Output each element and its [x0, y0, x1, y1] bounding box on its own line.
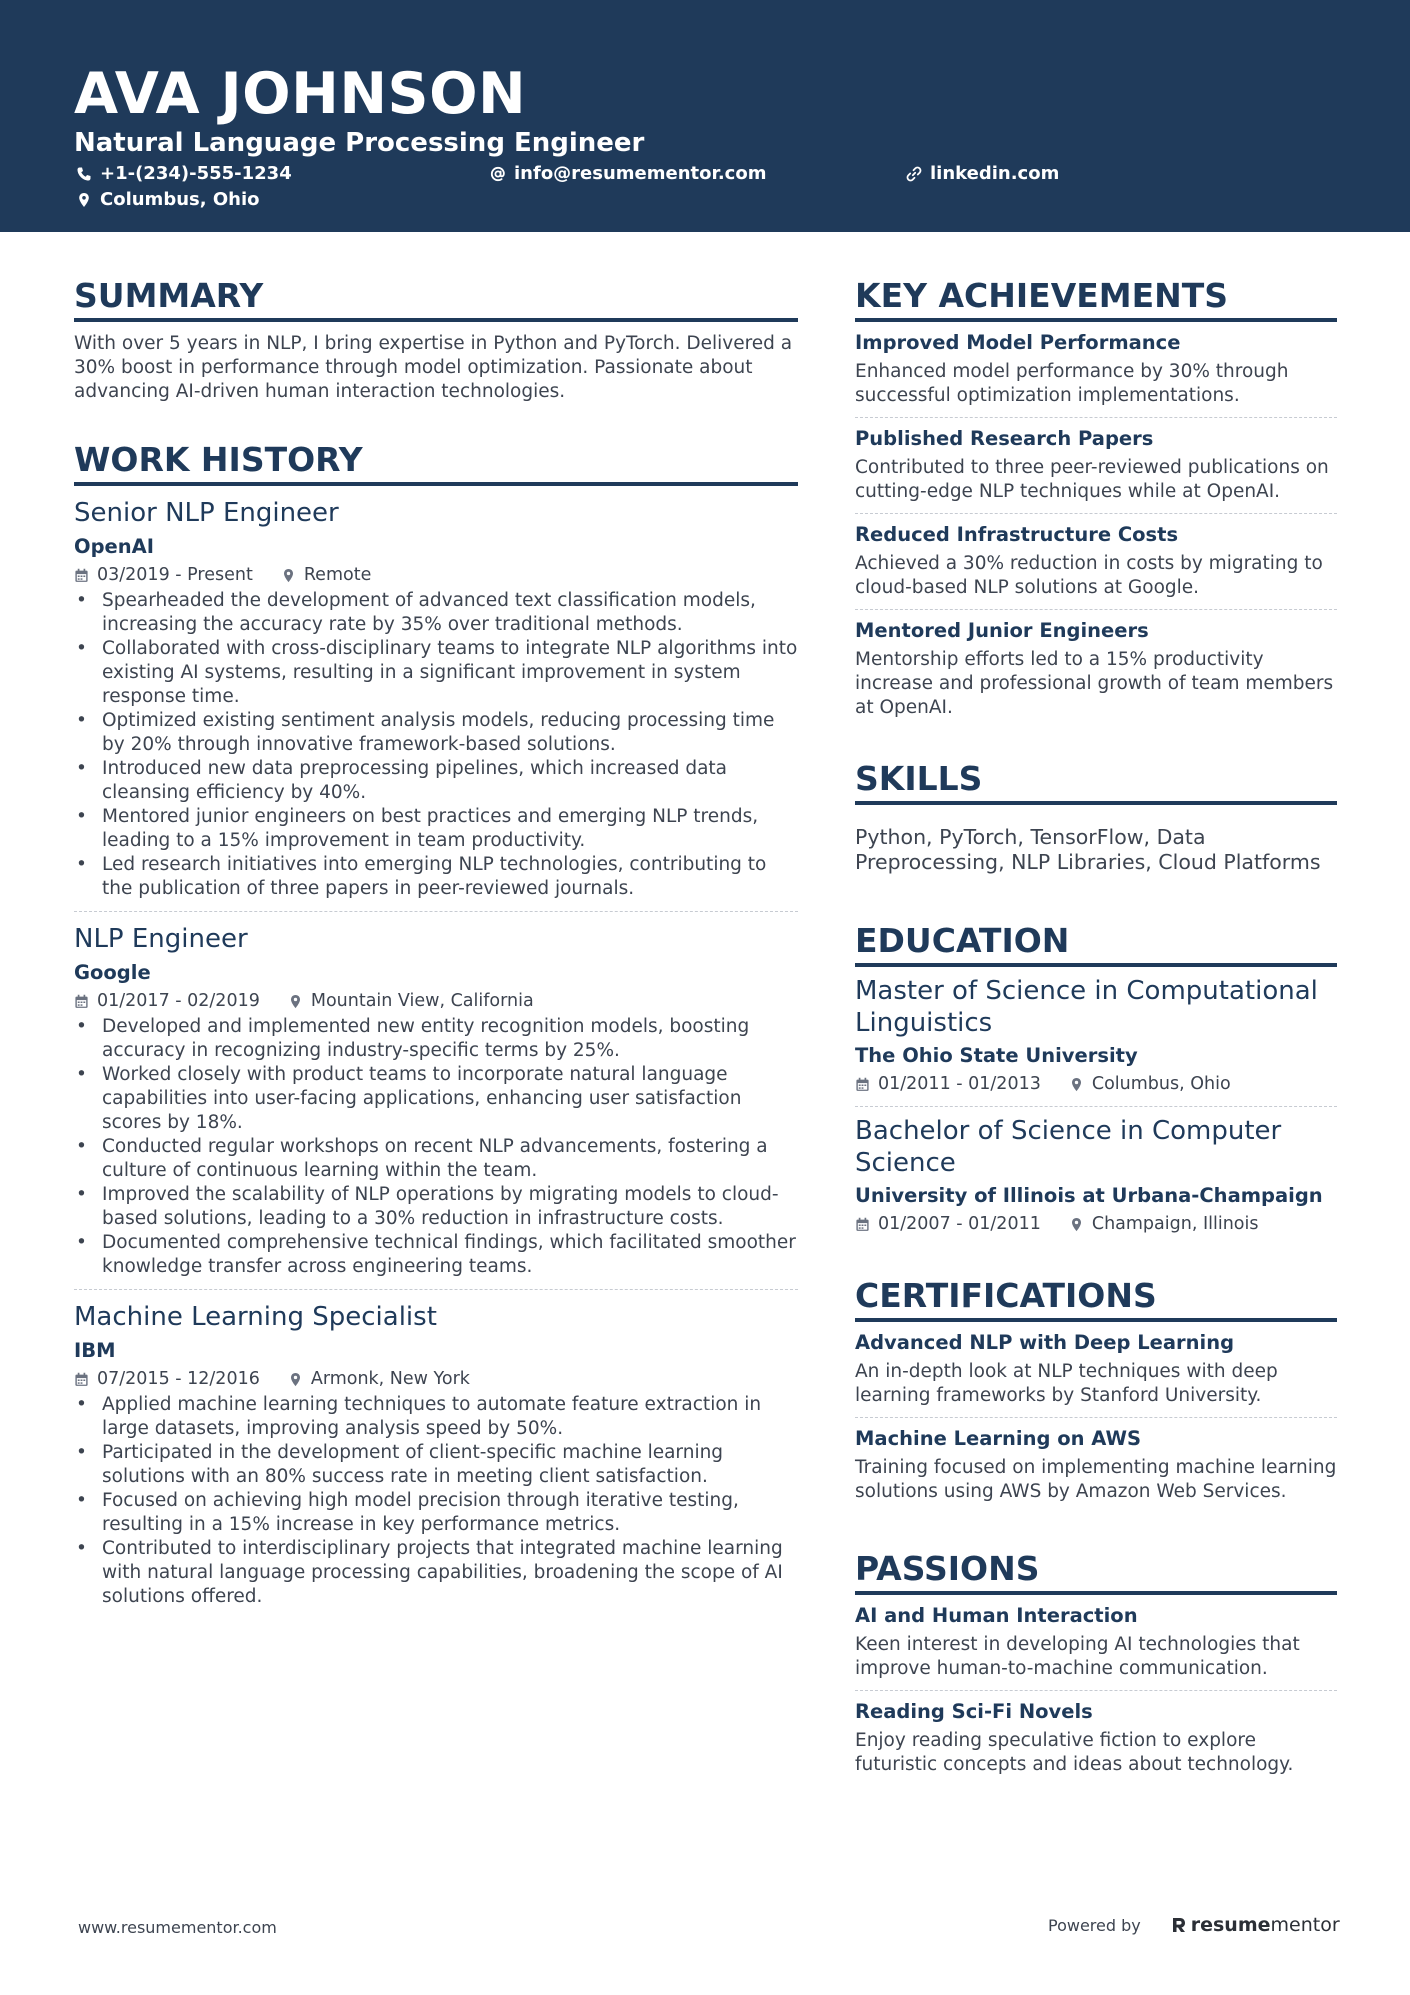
achievement-title: Reduced Infrastructure Costs — [855, 523, 1179, 546]
certification-desc: Training focused on implementing machine learning solutions using AWS by Amazon Web Services. — [855, 1457, 1337, 1502]
job-meta — [74, 989, 798, 1013]
job-bullet: • Optimized existing sentiment analysis models, reducing processing time by 20% through innovative framework-based solutions. — [74, 709, 798, 757]
education-item — [855, 967, 1337, 1107]
passions-section — [855, 1549, 1337, 1786]
passion-title: Reading Sci-Fi Novels — [855, 1700, 1093, 1723]
company-name: IBM — [74, 1339, 116, 1362]
certification-title: Advanced NLP with Deep Learning — [855, 1331, 1235, 1354]
contact-phone — [76, 162, 292, 186]
phone-icon — [76, 166, 92, 182]
footer-branding — [1048, 1914, 1340, 1936]
job-bullet: • Improved the scalability of NLP operations by migrating models to cloud-based solutions, leading to a 30% reduction in infrastructure costs. — [74, 1183, 798, 1231]
achievement-title: Improved Model Performance — [855, 331, 1181, 354]
achievement-desc: Contributed to three peer-reviewed publications on cutting-edge NLP techniques while at OpenAI. — [855, 457, 1329, 502]
job-meta — [74, 1367, 798, 1391]
certification-title: Machine Learning on AWS — [855, 1427, 1142, 1450]
location-text: Columbus, Ohio — [100, 189, 260, 210]
resumementor-logo-icon — [1171, 1916, 1187, 1934]
brand-name-light: mentor — [1270, 1914, 1340, 1936]
job-entry — [74, 922, 798, 1290]
work-history-heading: WORK HISTORY — [74, 440, 798, 486]
brand-logo[interactable] — [1171, 1914, 1340, 1936]
job-location: Remote — [303, 565, 372, 585]
job-bullets — [74, 1393, 798, 1609]
education-section — [855, 921, 1337, 1246]
job-meta — [74, 563, 798, 587]
job-bullet: • Worked closely with product teams to incorporate natural language capabilities into user-facing applications, enhancing user satisfaction scores by 18%. — [74, 1063, 798, 1135]
education-item — [855, 1107, 1337, 1246]
calendar-icon — [855, 1217, 870, 1232]
job-location: Armonk, New York — [310, 1369, 470, 1389]
summary-text: With over 5 years in NLP, I bring expertise in Python and PyTorch. Delivered a 30% boost in performance through model optimization. Passionate about advancing AI-driven human interaction technologies. — [74, 333, 793, 402]
contact-location — [76, 188, 260, 212]
map-pin-icon — [76, 192, 92, 208]
job-bullet: • Led research initiatives into emerging NLP technologies, contributing to the publication of three papers in peer-reviewed journals. — [74, 853, 798, 901]
map-pin-icon — [288, 1372, 303, 1387]
job-entry — [74, 1300, 798, 1619]
achievement-title: Mentored Junior Engineers — [855, 619, 1149, 642]
contact-website[interactable] — [906, 162, 1059, 186]
passion-desc: Enjoy reading speculative fiction to explore futuristic concepts and ideas about technology. — [855, 1730, 1294, 1775]
passion-item — [855, 1691, 1337, 1786]
degree-title: Master of Science in Computational Linguistics — [855, 976, 1318, 1038]
summary-heading: SUMMARY — [74, 276, 798, 322]
achievement-desc: Mentorship efforts led to a 15% productivity increase and professional growth of team members at OpenAI. — [855, 649, 1334, 718]
company-name: Google — [74, 961, 151, 984]
brand-name-bold: resume — [1190, 1914, 1271, 1936]
certification-desc: An in-depth look at NLP techniques with deep learning frameworks by Stanford University. — [855, 1361, 1278, 1406]
powered-by-text: Powered by — [1048, 1915, 1141, 1935]
education-location: Champaign, Illinois — [1091, 1214, 1259, 1234]
job-bullets — [74, 589, 798, 901]
map-pin-icon — [1069, 1077, 1084, 1092]
job-title: Machine Learning Specialist — [74, 1302, 437, 1332]
achievements-section — [855, 276, 1337, 729]
job-bullet: • Documented comprehensive technical findings, which facilitated smoother knowledge transfer across engineering teams. — [74, 1231, 798, 1279]
job-title: Senior NLP Engineer — [74, 498, 339, 528]
calendar-icon — [74, 568, 89, 583]
certification-item — [855, 1322, 1337, 1418]
passions-heading: PASSIONS — [855, 1549, 1337, 1595]
achievement-title: Published Research Papers — [855, 427, 1154, 450]
passion-desc: Keen interest in developing AI technologies that improve human-to-machine communication. — [855, 1634, 1300, 1679]
achievement-item — [855, 418, 1337, 514]
company-name: OpenAI — [74, 535, 154, 558]
passion-item — [855, 1595, 1337, 1691]
skills-section — [855, 759, 1337, 875]
email-text[interactable]: info@resumementor.com — [514, 163, 767, 184]
school-name: University of Illinois at Urbana-Champaign — [855, 1184, 1323, 1207]
job-bullet: • Contributed to interdisciplinary projects that integrated machine learning with natural language processing capabilities, broadening the scope of AI solutions offered. — [74, 1537, 798, 1609]
achievement-desc: Achieved a 30% reduction in costs by migrating to cloud-based NLP solutions at Google. — [855, 553, 1323, 598]
candidate-name: AVA JOHNSON — [74, 61, 527, 127]
calendar-icon — [74, 1372, 89, 1387]
job-bullet: • Collaborated with cross-disciplinary teams to integrate NLP algorithms into existing AI systems, resulting in a significant improvement in system response time. — [74, 637, 798, 709]
certifications-heading: CERTIFICATIONS — [855, 1276, 1337, 1322]
achievement-desc: Enhanced model performance by 30% through successful optimization implementations. — [855, 361, 1289, 406]
link-icon — [906, 166, 922, 182]
job-bullet: • Developed and implemented new entity recognition models, boosting accuracy in recognizing industry-specific terms by 25%. — [74, 1015, 798, 1063]
phone-text: +1-(234)-555-1234 — [100, 163, 292, 184]
job-dates: 01/2017 - 02/2019 — [97, 991, 260, 1011]
achievement-item — [855, 322, 1337, 418]
skills-text: Python, PyTorch, TensorFlow, Data Preprocessing, NLP Libraries, Cloud Platforms — [855, 825, 1321, 874]
map-pin-icon — [1069, 1217, 1084, 1232]
map-pin-icon — [281, 568, 296, 583]
education-meta — [855, 1072, 1337, 1096]
education-location: Columbus, Ohio — [1091, 1074, 1231, 1094]
job-entry — [74, 496, 798, 912]
footer-website[interactable]: www.resumementor.com — [78, 1918, 277, 1937]
resume-header — [0, 0, 1410, 232]
job-bullet: • Applied machine learning techniques to automate feature extraction in large datasets, improving analysis speed by 50%. — [74, 1393, 798, 1441]
education-heading: EDUCATION — [855, 921, 1337, 967]
job-bullet: • Introduced new data preprocessing pipelines, which increased data cleansing efficiency by 40%. — [74, 757, 798, 805]
website-text[interactable]: linkedin.com — [930, 163, 1060, 184]
work-history-section — [74, 440, 798, 1619]
passion-title: AI and Human Interaction — [855, 1604, 1138, 1627]
job-dates: 03/2019 - Present — [97, 565, 253, 585]
job-bullet: • Mentored junior engineers on best practices and emerging NLP trends, leading to a 15% improvement in team productivity. — [74, 805, 798, 853]
left-column — [74, 276, 798, 1649]
job-bullet: • Spearheaded the development of advanced text classification models, increasing the accuracy rate by 35% over traditional methods. — [74, 589, 798, 637]
achievement-item — [855, 514, 1337, 610]
map-pin-icon — [288, 994, 303, 1009]
school-name: The Ohio State University — [855, 1044, 1138, 1067]
certifications-section — [855, 1276, 1337, 1513]
job-bullet: • Conducted regular workshops on recent NLP advancements, fostering a culture of continuous learning within the team. — [74, 1135, 798, 1183]
degree-title: Bachelor of Science in Computer Science — [855, 1116, 1282, 1178]
job-bullets — [74, 1015, 798, 1279]
calendar-icon — [74, 994, 89, 1009]
summary-section — [74, 276, 798, 404]
job-dates: 07/2015 - 12/2016 — [97, 1369, 260, 1389]
skills-heading: SKILLS — [855, 759, 1337, 805]
education-dates: 01/2007 - 01/2011 — [878, 1214, 1041, 1234]
contact-email[interactable] — [490, 162, 766, 186]
job-bullet: • Focused on achieving high model precision through iterative testing, resulting in a 15% increase in key performance metrics. — [74, 1489, 798, 1537]
job-bullet: • Participated in the development of client-specific machine learning solutions with an 80% success rate in meeting client satisfaction. — [74, 1441, 798, 1489]
certification-item — [855, 1418, 1337, 1513]
calendar-icon — [855, 1077, 870, 1092]
education-meta — [855, 1212, 1337, 1236]
at-icon — [490, 166, 506, 182]
job-location: Mountain View, California — [310, 991, 534, 1011]
education-dates: 01/2011 - 01/2013 — [878, 1074, 1041, 1094]
job-title: NLP Engineer — [74, 924, 248, 954]
right-column — [855, 276, 1337, 1816]
achievement-item — [855, 610, 1337, 729]
achievements-heading: KEY ACHIEVEMENTS — [855, 276, 1337, 322]
candidate-title: Natural Language Processing Engineer — [74, 128, 645, 158]
